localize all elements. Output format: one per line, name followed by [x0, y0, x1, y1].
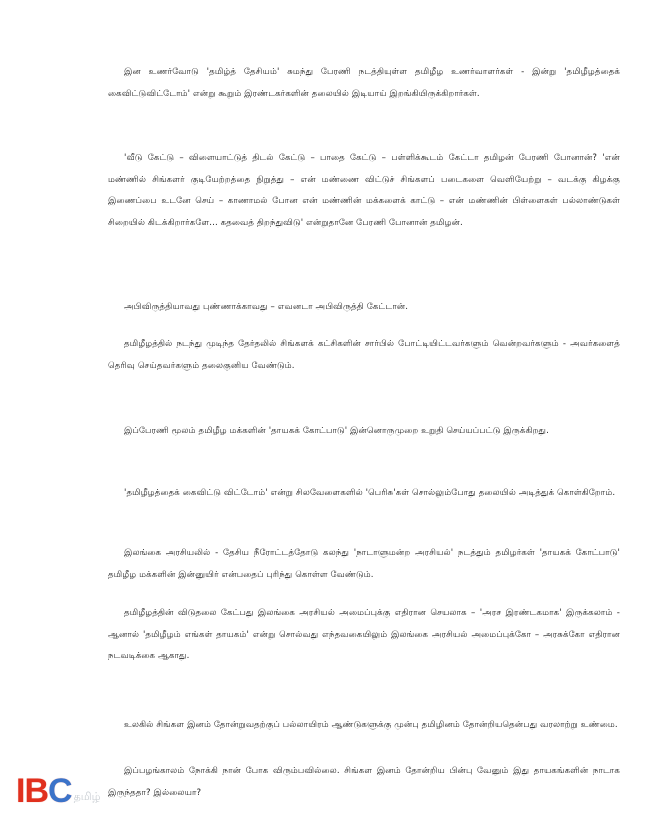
paragraph-7: இலங்கை அரசியலில் - தேசிய நீரோட்டத்தோடு கலந்து 'நாடாளுமன்ற அரசியல்' நடத்தும் தமிழர்கள் 'தாயகக் கோட்பாடு' தமிழீழ மக்களின் இன்னுயிர் என்பதைப் புரிந்து கொள்ள வேண்டும்.: [108, 548, 620, 580]
logo-letter-i: I: [16, 772, 25, 810]
logo-subtext: தமிழ்: [73, 791, 101, 803]
paragraph-10: இப்பழங்காலம் நோக்கி நான் போக விரும்பவில்லை. சிங்கள இனம் தோன்றிய பின்பு வேனும் இது தாயகங்களின் நாடாக இருந்ததா? இல்லையா?: [108, 766, 620, 798]
paragraph-2: 'வீடு கேட்டு – விளையாட்டுத் திடல் கேட்டு – பாதை கேட்டு – பள்ளிக்கூடம் கேட்டா தமிழன் பேரணி போனான்? 'என் மண்ணில் சிங்களர் குடியேற்றத்தை நிறுத்து – என் மண்ணை விட்டுச் சிங்களப் படைகளை வெளியேற்று – வடக்கு கிழக்கு இணைப்பை உடனே செய் – காணாமல் போன என் மண்ணின் மக்களைக் காட்டு – என் மண்ணின் பிள்ளைகள் பல்லாண்டுகள் சிறையில் கிடக்கிறார்களே... கதவைத் திறந்துவிடு' என்றுதானே பேரணி போனான் தமிழன்.: [108, 153, 620, 228]
logo-letter-c: C: [48, 772, 72, 810]
paragraph-1: இன உணர்வோடு 'தமிழ்த் தேசியம்' சுமந்து பேரணி நடத்தியுள்ள தமிழீழ உணர்வாளர்கள் - இன்று 'தமிழீழத்தைக் கைவிட்டுவிட்டோம்' என்று கூறும் இரண்டகர்களின் தலையில் இடியாய் இறங்கியிருக்கிறார்கள்.: [108, 67, 620, 99]
paragraph-9: உலகில் சிங்கள இனம் தோன்றுவதற்குப் பல்லாயிரம் ஆண்டுகளுக்கு முன்பு தமிழினம் தோன்றியதென்பது வரலாற்று உண்மை.: [124, 720, 618, 730]
logo-letter-b: B: [24, 772, 49, 810]
paragraph-8: தமிழீழத்தின் விடுதலை கேட்பது இலங்கை அரசியல் அமைப்புக்கு எதிரான செயலாக – 'அரச இரண்டகமாக' இருக்கலாம் - ஆனால் 'தமிழீழம் எங்கள் தாயகம்' என்று சொல்வது எந்தவகையிலும் இலங்கை அரசியல் அமைப்புக்கோ – அரசுக்கோ எதிரான நடவடிக்கை ஆகாது.: [108, 608, 620, 661]
paragraph-4: தமிழீழத்தில் நடந்து முடிந்த தேர்தலில் சிங்களக் கட்சிகளின் சார்பில் போட்டியிட்டவர்களும் வென்றவர்களும் - அவர்களைத் தெரிவு செய்தவர்களும் தலைகுனிய வேண்டும்.: [108, 339, 620, 371]
paragraph-6: 'தமிழீழத்தைக் கைவிட்டு விட்டோம்' என்று சிலவேளைகளில் 'பெரிசு'கள் சொல்லும்போது தலையில் அடித்துக் கொள்கிறோம்.: [124, 488, 616, 498]
ibc-logo: [16, 774, 100, 808]
paragraph-3: அபிவிருத்தியாவது புண்ணாக்காவது – எவனடா அபிவிருத்தி கேட்டான்.: [124, 302, 409, 312]
paragraph-5: இப்பேரணி மூலம் தமிழீழ மக்களின் 'தாயகக் கோட்பாடு' இன்னொருமுறை உறுதி செய்யப்பட்டு இருக்கிறது.: [124, 426, 549, 436]
